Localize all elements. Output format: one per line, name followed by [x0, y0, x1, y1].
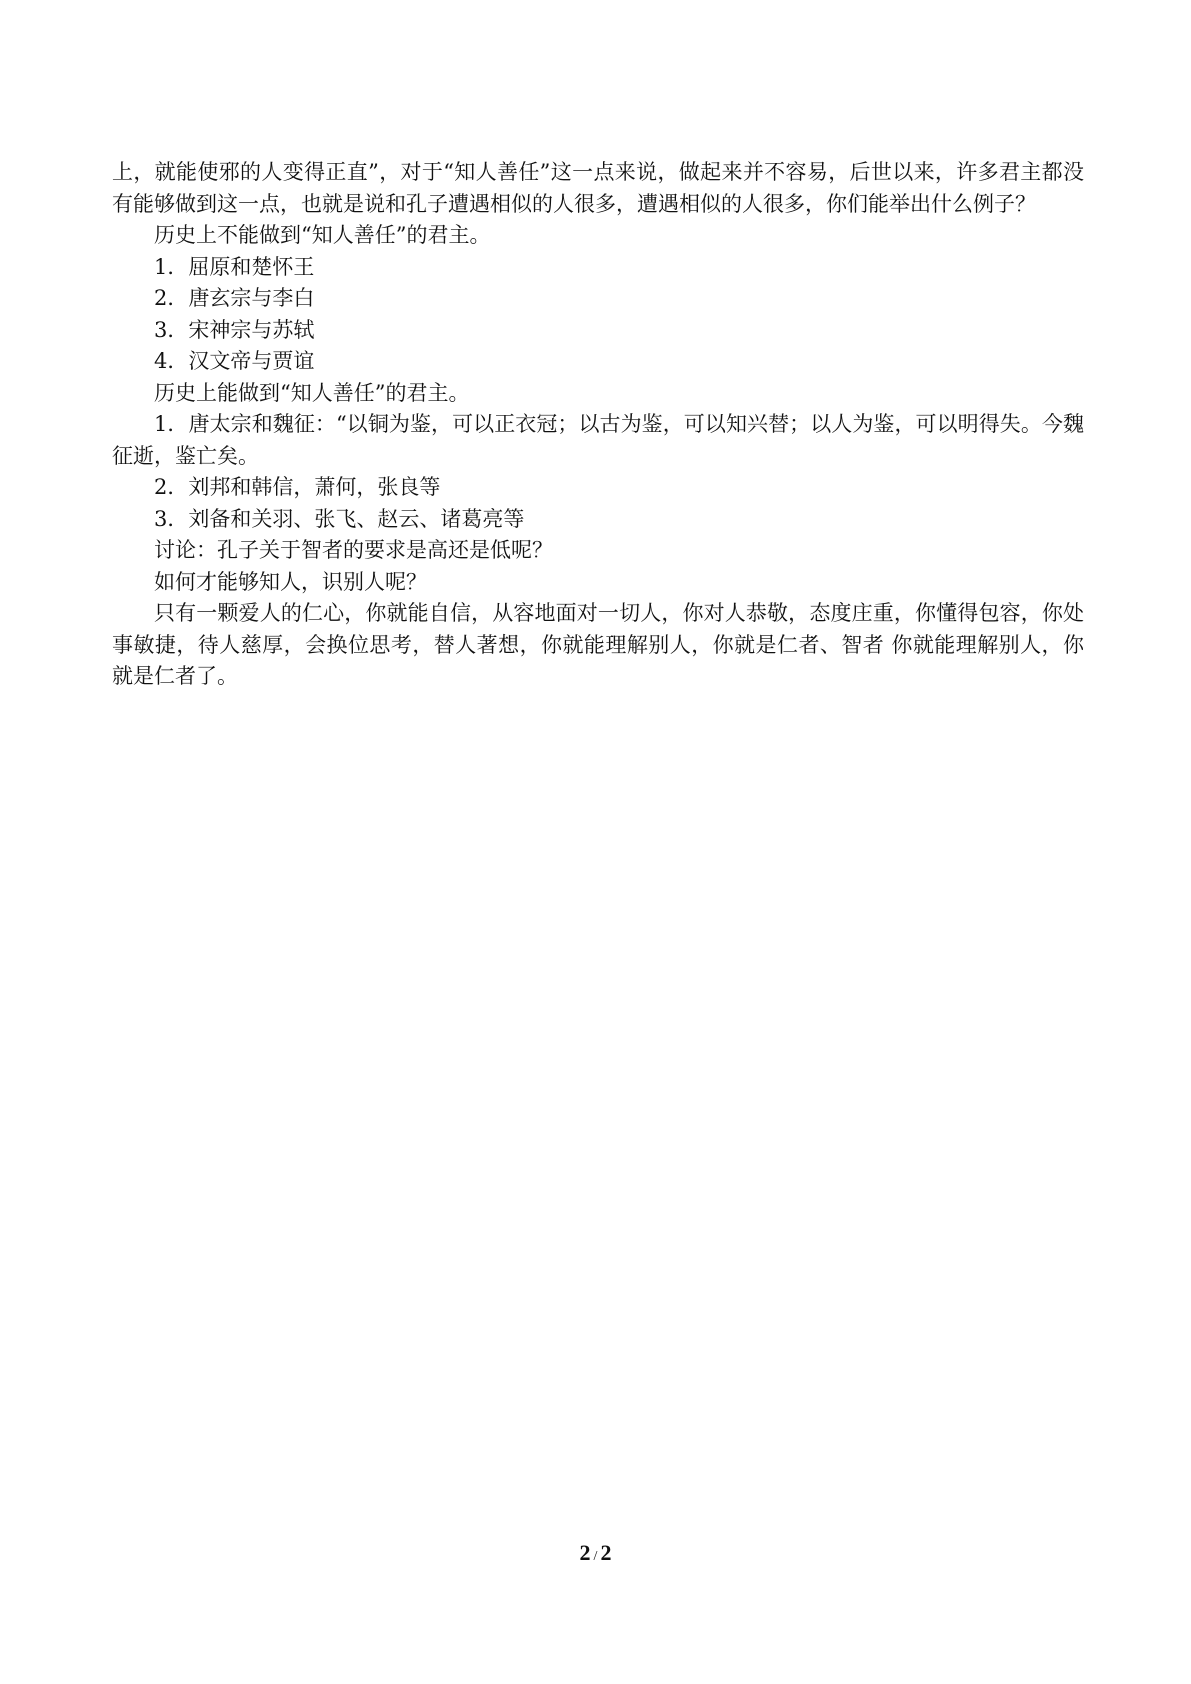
paragraph-heading-unable-rulers: 历史上不能做到“知人善任”的君主。 [154, 223, 491, 247]
conclusion-paragraph: 只有一颗爱人的仁心，你就能自信，从容地面对一切人，你对人恭敬，态度庄重，你懂得包容，你处事敏捷，待人慈厚，会换位思考，替人著想，你就能理解别人，你就是仁者、智者 你就能理解别人，你就是仁者了。 [112, 601, 1084, 688]
list-item: 3．刘备和关羽、张飞、赵云、诸葛亮等 [154, 506, 525, 531]
list-item: 3．宋神宗与苏轼 [154, 317, 315, 342]
question-paragraph: 如何才能够知人，识别人呢？ [154, 569, 427, 594]
list-item: 4．汉文帝与贾谊 [154, 349, 315, 373]
page-separator: / [593, 1549, 598, 1564]
page-total: 2 [600, 1540, 612, 1565]
list-item: 1．屈原和楚怀王 [154, 254, 315, 279]
document-body [112, 157, 1084, 693]
list-item: 1．唐太宗和魏征：“以铜为鉴，可以正衣冠；以古为鉴，可以知兴替；以人为鉴，可以明得失。今魏征逝，鉴亡矣。 [112, 412, 1084, 468]
page-number [0, 1540, 1191, 1566]
paragraph-heading-able-rulers: 历史上能做到“知人善任”的君主。 [154, 380, 470, 405]
list-item: 2．刘邦和韩信，萧何，张良等 [154, 475, 441, 499]
discussion-question: 讨论：孔子关于智者的要求是高还是低呢？ [154, 538, 553, 562]
paragraph-continuation: 上，就能使邪的人变得正直”，对于“知人善任”这一点来说，做起来并不容易，后世以来，许多君主都没有能够做到这一点，也就是说和孔子遭遇相似的人很多，遭遇相似的人很多，你们能举出什么例子？ [112, 160, 1084, 216]
list-item: 2．唐玄宗与李白 [154, 286, 315, 310]
page-current: 2 [579, 1540, 591, 1565]
